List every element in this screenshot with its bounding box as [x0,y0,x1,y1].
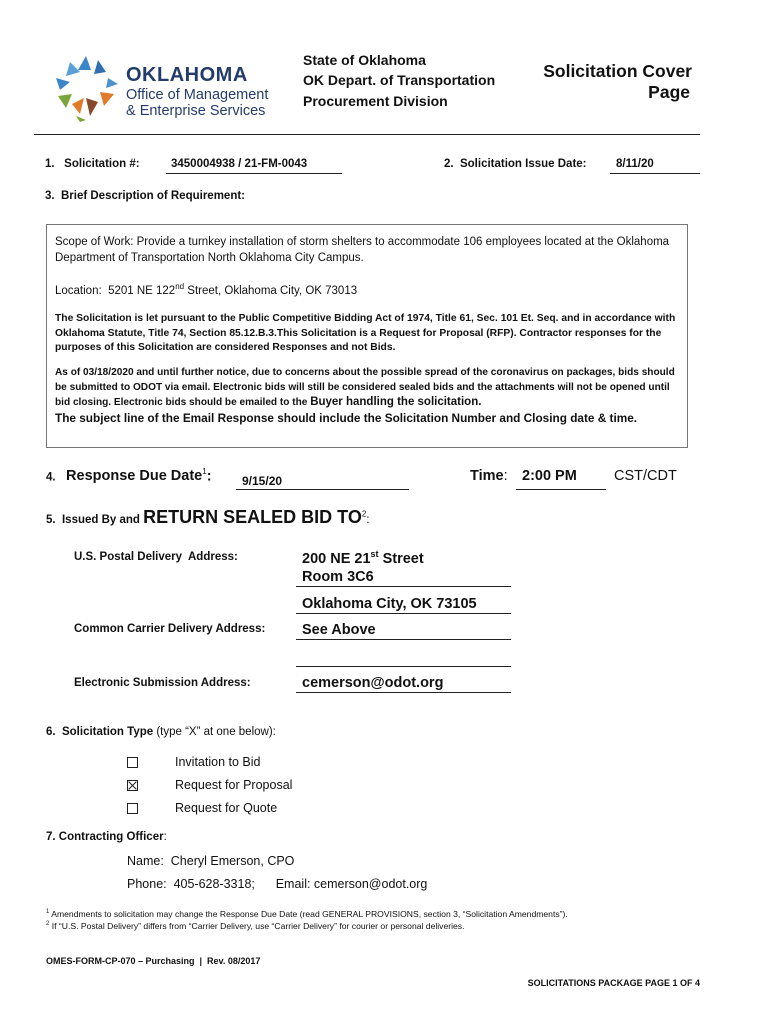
postal-address-line-3: Oklahoma City, OK 73105 [302,596,477,612]
carrier-address-underline-2 [296,666,511,667]
solicitation-type-option-label: Invitation to Bid [175,755,261,769]
postal-address-underline-1 [296,586,511,587]
response-due-label: 4. Response Due Date$^1$: [46,467,212,485]
contracting-officer-name: Name: Cheryl Emerson, CPO [127,854,295,868]
postal-address-underline-2 [296,613,511,614]
legal-statute-text: The Solicitation is let pursuant to the Public Competitive Bidding Act of 1974, Title 61, Sec. 101 Et. Seq. and in accordance with Oklahoma Statute, Title 74, Section 85.12.B.3.This Solicitation is a Request for Proposal (RFP). Contractor responses for the purposes of this Solicitation are considered Responses and not Bids. [55,313,676,353]
solicitation-type-option-label: Request for Proposal [175,778,293,792]
issue-date-underline [610,173,700,174]
solicitation-number-label: 1. Solicitation #: [45,158,140,170]
postal-address-line-1: 200 NE 21st Street [302,549,424,567]
issue-date-label: 2. Solicitation Issue Date: [444,158,587,170]
response-due-date-value[interactable]: 9/15/20 [242,474,283,488]
contracting-officer-phone-email: Phone: 405-628-3318; Email: cemerson@odot.org [127,877,428,891]
form-id-footer: OMES-FORM-CP-070 – Purchasing | Rev. 08/2017 [46,956,261,966]
solicitation-number-value[interactable]: 3450004938 / 21-FM-0043 [171,158,308,170]
page-title-line-2: Page [648,82,690,102]
logo-oklahoma: OKLAHOMA [126,64,248,86]
carrier-address-label: Common Carrier Delivery Address: [74,623,266,635]
response-time-label: Time: [470,468,508,484]
issue-date-value[interactable]: 8/11/20 [616,158,654,170]
logo-enterprise-line: & Enterprise Services [126,103,266,119]
electronic-address-label: Electronic Submission Address: [74,677,251,689]
solicitation-type-checkbox[interactable] [127,757,138,768]
solicitation-type-checkbox[interactable] [127,803,138,814]
response-time-underline [516,489,606,490]
brief-description-label: 3. Brief Description of Requirement: [45,190,246,202]
covid-notice-text: As of 03/18/2020 and until further notice, due to concerns about the possible spread of the coronavirus on packages, bids should be submitted to ODOT via email. Electronic bids will still be considered sealed bids and the attachments will not be opened until bid closing. Electronic bids should be emailed to the Buyer handling the solicitation. The subject line of the Email Response should include the Solicitation Number and Closing date & time. [55,367,675,425]
footnote-1: $^1$ Amendments to solicitation may change the Response Due Date (read GENERAL PROVISIONS, section 3, “Solicitation Amendments”). [46,909,568,919]
page-number-footer: SOLICITATIONS PACKAGE PAGE 1 OF 4 [527,978,700,988]
header-agency-1: State of Oklahoma [303,52,426,68]
response-timezone: CST/CDT [614,468,677,484]
carrier-address-underline-1 [296,639,511,640]
omes-logo [50,52,290,124]
requirement-description-box[interactable] [46,224,688,448]
header-agency-3: Procurement Division [303,93,448,109]
solicitation-type-checkbox[interactable] [127,780,138,791]
carrier-address-value[interactable]: See Above [302,622,376,638]
scope-of-work-text: Scope of Work: Provide a turnkey installation of storm shelters to accommodate 106 employees located at the Oklahoma Department of Transportation North Oklahoma City Campus. [55,236,670,264]
footnote-2: $^2$ If “U.S. Postal Delivery” differs from “Carrier Delivery, use “Carrier Delivery” for courier or personal deliveries. [46,921,465,931]
contracting-officer-label: 7. Contracting Officer: [46,831,167,843]
postal-address-label: U.S. Postal Delivery Address: [74,551,238,563]
solicitation-number-underline [166,173,342,174]
page-title-line-1: Solicitation Cover [543,61,692,81]
electronic-address-underline [296,692,511,693]
electronic-address-value[interactable]: cemerson@odot.org [302,675,444,691]
location-text: Location: 5201 NE 122nd Street, Oklahoma City, OK 73013 [55,282,358,297]
header-agency-2: OK Depart. of Transportation [303,72,496,88]
issued-by-heading: 5. Issued By and RETURN SEALED BID $TO^2$: [46,507,370,527]
response-due-date-underline [236,489,409,490]
oklahoma-star-emblem [50,52,122,124]
solicitation-type-label: 6. Solicitation Type (type “X” at one below): [46,726,276,738]
response-time-value[interactable]: 2:00 PM [522,468,577,484]
header-divider [34,134,700,135]
solicitation-type-option-label: Request for Quote [175,801,278,815]
postal-address-line-2: Room 3C6 [302,569,374,585]
logo-office-line: Office of Management [126,87,269,103]
